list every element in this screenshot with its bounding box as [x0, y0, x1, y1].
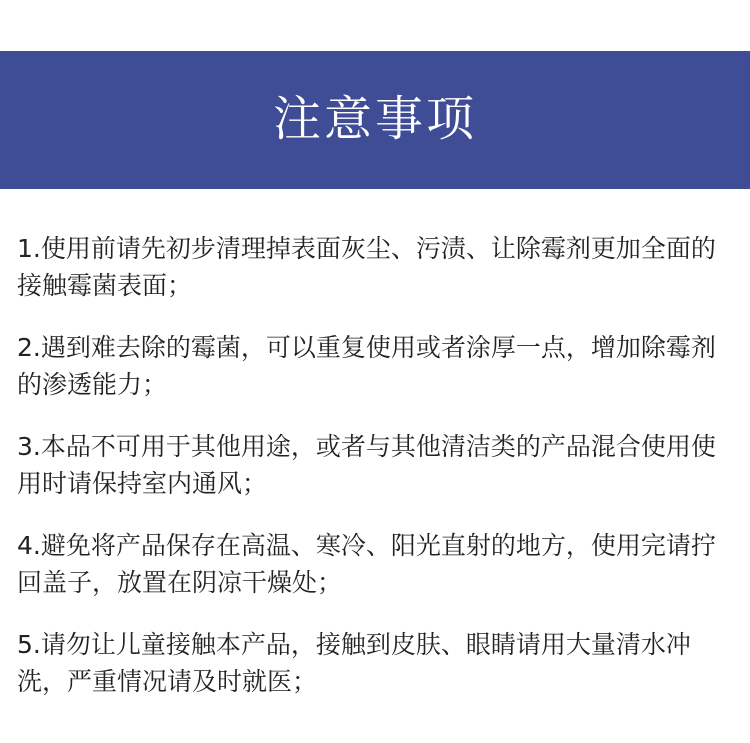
- page-title: 注意事项: [272, 91, 477, 147]
- note-item-5: 5.请勿让儿童接触本产品，接触到皮肤、眼睛请用大量清水冲洗，严重情况请及时就医；: [17, 630, 691, 696]
- header-banner: [0, 51, 750, 189]
- note-item-4: 4.避免将产品保存在高温、寒冷、阳光直射的地方，使用完请拧回盖子，放置在阴凉干燥处；: [17, 531, 716, 597]
- notes-list: [17, 230, 737, 725]
- note-item-3: 3.本品不可用于其他用途，或者与其他清洁类的产品混合使用使用时请保持室内通风；: [17, 432, 716, 498]
- note-item-2: 2.遇到难去除的霉菌，可以重复使用或者涂厚一点，增加除霉剂的渗透能力；: [17, 333, 716, 399]
- note-item-1: 1.使用前请先初步清理掉表面灰尘、污渍、让除霉剂更加全面的接触霉菌表面；: [17, 234, 716, 300]
